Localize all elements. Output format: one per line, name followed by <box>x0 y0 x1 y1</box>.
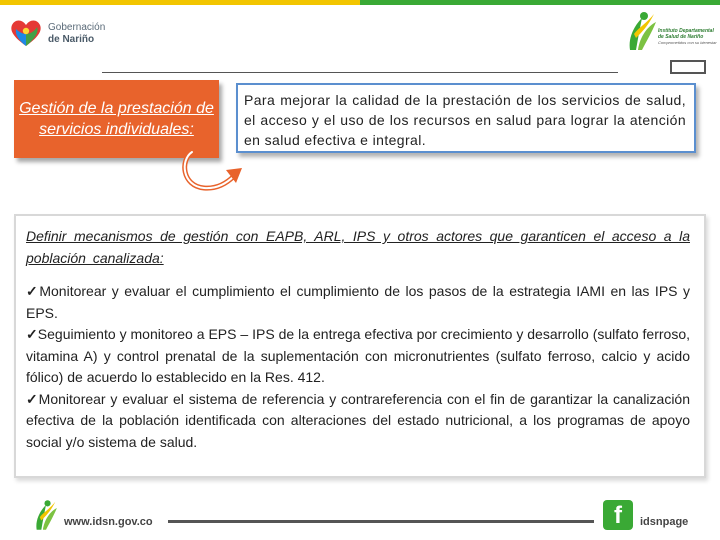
bullet-text: Monitorear y evaluar el cumplimiento el cumplimiento de los pasos de la estrategia IAMI en las IPS y EPS. <box>26 283 690 321</box>
bullet-text: Monitorear y evaluar el sistema de referencia y contrareferencia con el fin de garantizar la canalización efectiva de la población identificada con alteraciones del estado nutricional, a los programas de apoyo social y/o sistema de salud. <box>26 390 691 450</box>
gobernacion-logo <box>8 18 128 54</box>
social-handle-link[interactable]: idsnpage <box>640 516 689 528</box>
check-icon: ✓ <box>26 390 39 407</box>
title-box <box>14 80 219 158</box>
stripe-yellow <box>0 0 360 5</box>
footer-leaf-logo-icon <box>32 496 60 534</box>
top-color-stripe <box>0 0 720 5</box>
section-heading: Definir mecanismos de gestión con EAPB, ARL, IPS y otros actores que garanticen el acceso a la población canalizada: <box>26 228 690 266</box>
footer-divider <box>168 520 594 523</box>
idsn-logo-name: Instituto Departamental de Salud de Nariño <box>658 28 714 40</box>
leaf-person-logo-icon <box>624 8 660 54</box>
heart-logo-icon <box>8 18 44 48</box>
curved-arrow-icon <box>180 150 250 196</box>
bullet-item <box>26 389 690 454</box>
idsn-logo-text <box>658 28 718 46</box>
check-icon: ✓ <box>26 326 38 342</box>
title-box-text: Gestión de la prestación de servicios individuales: <box>19 100 214 138</box>
bullet-text: Seguimiento y monitoreo a EPS – IPS de la entrega efectiva por crecimiento y desarrollo (sulfato ferroso, vitamina A) y control prenatal de la suplementación con micronutrientes (sulfato ferroso, calcio y acido fólico) de acuerdo lo establecido en la Res. 412. <box>26 326 691 385</box>
facebook-icon[interactable]: f <box>603 500 633 530</box>
gobernacion-logo-text <box>48 22 105 46</box>
header-divider <box>102 72 618 73</box>
decorative-rectangle <box>670 60 706 74</box>
check-icon: ✓ <box>26 283 40 299</box>
bullet-item <box>26 281 690 324</box>
gobernacion-logo-line1: Gobernación <box>48 22 106 33</box>
idsn-logo-tagline: Comprometidos con su bienestar <box>658 40 717 45</box>
stripe-green <box>360 0 720 5</box>
idsn-logo <box>624 8 717 56</box>
purpose-text: Para mejorar la calidad de la prestación de los servicios de salud, el acceso y el uso de los recursos en salud para lograr la atención en salud efectiva e integral. <box>244 92 686 148</box>
gobernacion-logo-line2: de Nariño <box>48 34 95 45</box>
main-content-box <box>14 214 706 478</box>
bullet-item <box>26 324 690 389</box>
purpose-box <box>236 83 696 153</box>
footer-url-link[interactable]: www.idsn.gov.co <box>64 516 153 528</box>
